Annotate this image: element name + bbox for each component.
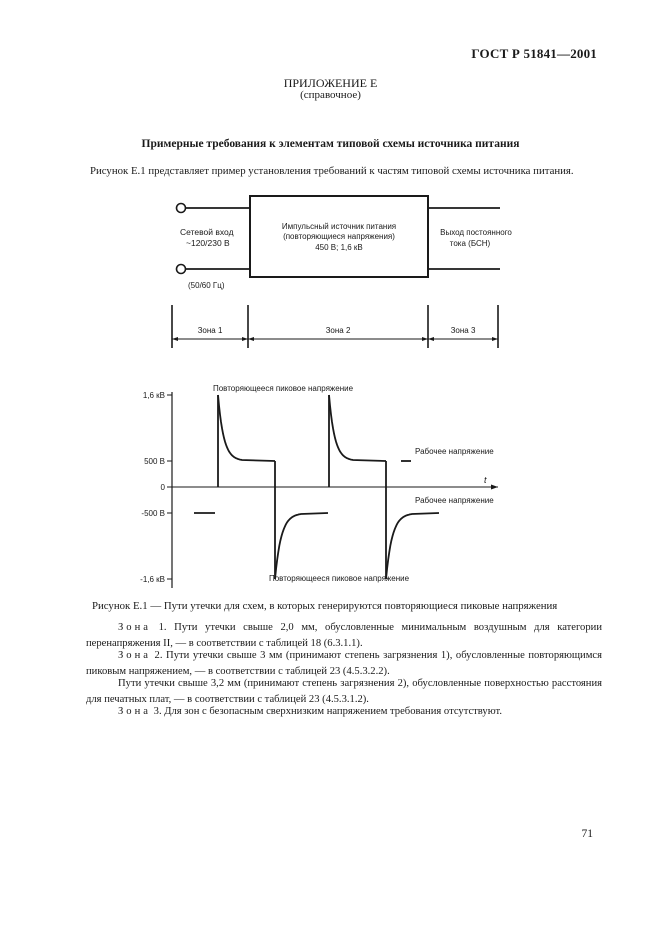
working-label-top: Рабочее напряжение <box>415 447 494 456</box>
appendix-title: ПРИЛОЖЕНИЕ Е <box>283 76 378 90</box>
output-label-1: Выход постоянного <box>440 228 512 237</box>
input-terminal-bottom <box>177 265 186 274</box>
y-tick-label: 1,6 кВ <box>142 391 165 400</box>
zone-3-text: 3. Для зон с безопасным сверхнизким напряжением требования отсутствуют. <box>153 706 502 717</box>
zone-3-paragraph <box>86 704 602 720</box>
time-label: t <box>484 475 487 485</box>
zone-2-paragraph <box>86 648 602 679</box>
input-label-2: ~120/230 В <box>186 238 230 248</box>
zone-3-label: Зона 3 <box>450 326 476 335</box>
peak-label-top: Повторяющееся пиковое напряжение <box>212 384 354 393</box>
zone-1-label: Зона <box>118 622 151 633</box>
zone-1-label: Зона 1 <box>197 326 223 335</box>
zone-3-label: Зона <box>118 706 151 717</box>
zone-2-label: Зона 2 <box>325 326 351 335</box>
box-line-2: (повторяющиеся напряжения) <box>283 232 395 241</box>
appendix-type: (справочное) <box>300 89 361 101</box>
y-tick-label: -1,6 кВ <box>140 575 165 584</box>
peak-label-bottom: Повторяющееся пиковое напряжение <box>268 574 410 583</box>
zone-2b-paragraph: Пути утечки свыше 3,2 мм (принимают степень загрязнения 2), обусловленные поверхностью расстояния для печатных плат, — в соответствии с таблицей 23 (4.5.3.1.2). <box>86 678 602 705</box>
zone-2-text: 2. Пути утечки свыше 3 мм (принимают степень загрязнения 1), обусловленные повторяющимся пиковым напряжением, — в соответствии с таблицей 23 (4.5.3.2.2). <box>86 650 603 677</box>
zone-2-label: Зона <box>118 650 151 661</box>
negative-peak-decay <box>386 513 439 579</box>
page-number: 71 <box>581 828 593 840</box>
output-label-2: тока (БСН) <box>449 239 491 248</box>
standard-code: ГОСТ Р 51841—2001 <box>471 46 597 61</box>
positive-peak-decay <box>218 395 275 461</box>
zone-1-paragraph <box>86 620 602 651</box>
y-ticks <box>140 391 172 584</box>
section-title: Примерные требования к элементам типовой схемы источника питания <box>141 138 520 150</box>
y-tick-label: 500 В <box>144 457 165 466</box>
frequency-label: (50/60 Гц) <box>188 281 225 290</box>
box-line-1: Импульсный источник питания <box>281 222 397 231</box>
positive-peak-decay <box>329 395 386 461</box>
input-terminal-top <box>177 204 186 213</box>
box-line-3: 450 В; 1,6 кВ <box>315 243 363 252</box>
time-axis-arrow <box>491 485 498 490</box>
zone-1-text: 1. Пути утечки свыше 2,0 мм, обусловленные минимальным воздушным для категории перенапряжения II, — в соответствии с таблицей 18 (6.3.1.1). <box>86 622 602 649</box>
figure-caption: Рисунок Е.1 — Пути утечки для схем, в которых генерируются повторяющиеся пиковые напряжения <box>92 600 558 612</box>
intro-text: Рисунок Е.1 представляет пример установления требований к частям типовой схемы источника питания. <box>90 165 574 177</box>
y-tick-label: -500 В <box>141 509 165 518</box>
working-label-bottom: Рабочее напряжение <box>415 496 494 505</box>
y-tick-label: 0 <box>160 483 165 492</box>
input-label-1: Сетевой вход <box>180 227 234 237</box>
figure-e1 <box>0 190 661 590</box>
negative-peak-decay <box>275 513 328 579</box>
